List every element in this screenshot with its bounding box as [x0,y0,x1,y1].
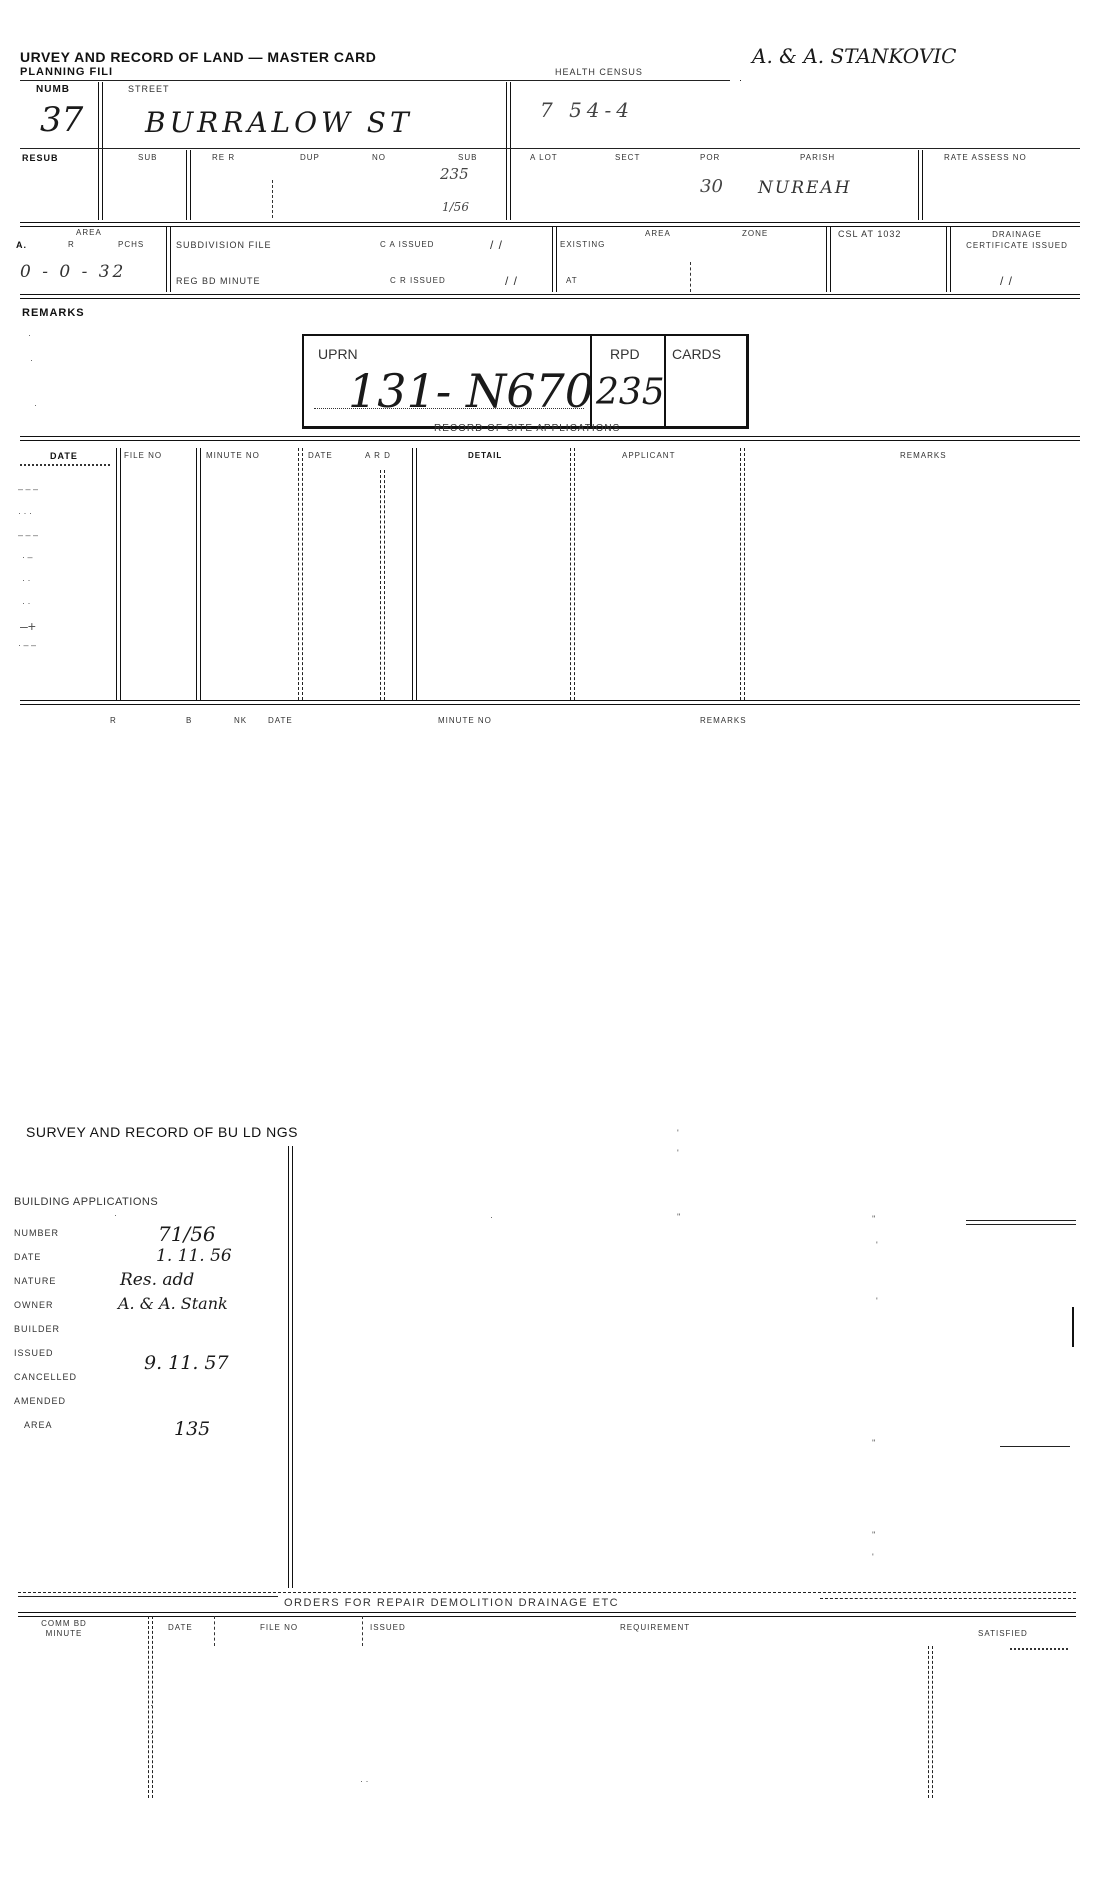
applications-panel-border [288,1146,293,1588]
sub-label: SUB [138,153,158,162]
site-col-ard: A R D [365,451,391,460]
parish-label: PARISH [800,153,836,162]
date-slashes-1: / / [490,238,504,252]
drainage-value: / / [1000,274,1014,288]
no-label: NO [372,153,386,162]
field-label-builder: BUILDER [14,1324,61,1334]
orders-col-issued: ISSUED [370,1623,406,1632]
field-value-area: 135 [174,1418,211,1440]
at-label: AT [566,276,578,285]
footer-col-r: R [110,716,117,725]
rate-assess-label: RATE ASSESS NO [944,153,1027,162]
footer-col-date: DATE [268,716,293,725]
field-label-number: NUMBER [14,1228,60,1238]
site-col-detail: DETAIL [468,451,503,460]
street-label: STREET [128,84,170,94]
site-apps-bottom-rule [20,700,1080,705]
area-label: AREA [76,228,102,237]
site-col-date: DATE [50,451,78,461]
cards-label: CARDS [672,346,722,362]
field-label-owner: OWNER [14,1300,54,1310]
handwritten-owner: A. & A. STANKOVIC [752,44,957,68]
rpd-value: 235 [596,372,665,413]
footer-col-minute-no: MINUTE NO [438,716,492,725]
remarks-rule [20,294,1080,299]
uprn-value: 131- N670 [348,364,595,418]
handwritten-street: BURRALOW ST [145,106,413,139]
building-apps-label: BUILDING APPLICATIONS [14,1196,159,1208]
number-label: NUMB [36,84,70,95]
por-label: POR [700,153,721,162]
land-card-title: URVEY AND RECORD OF LAND — MASTER CARD [20,49,377,65]
buildings-card-title: SURVEY AND RECORD OF BU LD NGS [26,1124,298,1140]
uprn-box [302,334,749,429]
area-label-2: AREA [645,229,671,238]
resub-rule [20,148,1080,149]
orders-col-comm-bd-minute: COMM BD MINUTE [41,1619,87,1638]
handwritten-census: 7 54-4 [540,98,635,122]
perch-label: PCHS [118,240,145,249]
refer-label: RE R [212,153,236,162]
existing-label: EXISTING [560,240,606,249]
site-col-remarks: REMARKS [900,451,947,460]
field-value-owner: A. & A. Stank [118,1294,228,1313]
site-col-date-2: DATE [308,451,333,460]
field-value-issued: 9. 11. 57 [144,1352,229,1374]
dup-label: DUP [300,153,320,162]
remarks-label: REMARKS [22,307,85,319]
field-value-nature: Res. add [120,1270,195,1290]
sub-label-2: SUB [458,153,478,162]
a-lot-label: A LOT [530,153,558,162]
orders-title: ORDERS FOR REPAIR DEMOLITION DRAINAGE ETC [284,1597,620,1609]
rpd-label: RPD [610,346,640,362]
field-label-cancelled: CANCELLED [14,1372,78,1382]
drainage-label: DRAINAGE CERTIFICATE ISSUED [966,230,1068,250]
site-col-file-no: FILE NO [124,451,163,460]
site-col-minute-no: MINUTE NO [206,451,260,460]
sect-label: SECT [615,153,641,162]
sub-value: 235 [440,165,469,183]
footer-col-nk: NK [234,716,248,725]
date-slashes-2: / / [505,274,519,288]
ca-issued-label: C A ISSUED [380,240,435,249]
r-label: R [68,240,75,249]
site-col-applicant: APPLICANT [622,451,676,460]
orders-col-satisfied: SATISFIED [978,1629,1028,1638]
reg-bd-minute-label: REG BD MINUTE [176,276,261,286]
area-value: 0 - 0 - 32 [20,262,127,282]
orders-col-file-no: FILE NO [260,1623,299,1632]
site-apps-rule [20,436,1080,441]
zone-label: ZONE [742,229,769,238]
field-label-area: AREA [24,1420,53,1430]
field-label-amended: AMENDED [14,1396,67,1406]
subdivision-file-label: SUBDIVISION FILE [176,240,272,250]
health-census-label: HEALTH CENSUS [555,67,643,77]
handwritten-number: 37 [40,100,84,140]
field-label-nature: NATURE [14,1276,57,1286]
orders-rule [18,1612,1076,1617]
orders-col-date: DATE [168,1623,193,1632]
sub-value-2: 1/56 [442,200,469,214]
footer-col-remarks: REMARKS [700,716,747,725]
por-value: 30 [700,176,723,197]
planning-file-label: PLANNING FILI [20,66,114,78]
field-value-date: 1. 11. 56 [156,1246,232,1266]
field-label-issued: ISSUED [14,1348,54,1358]
header-rule [20,80,730,81]
footer-col-b: B [186,716,193,725]
csl-label: CSL AT 1032 [838,229,902,239]
parish-value: NUREAH [758,178,852,198]
site-apps-title: RECORD OF SITE APPLICATIONS [434,423,621,434]
field-label-date: DATE [14,1252,42,1262]
uprn-label: UPRN [318,346,358,362]
resub-label: RESUB [22,153,59,163]
area-rule [20,222,1080,227]
a-label: A. [16,240,27,250]
field-value-number: 71/56 [158,1222,216,1246]
orders-col-requirement: REQUIREMENT [620,1623,691,1632]
cr-issued-label: C R ISSUED [390,276,446,285]
